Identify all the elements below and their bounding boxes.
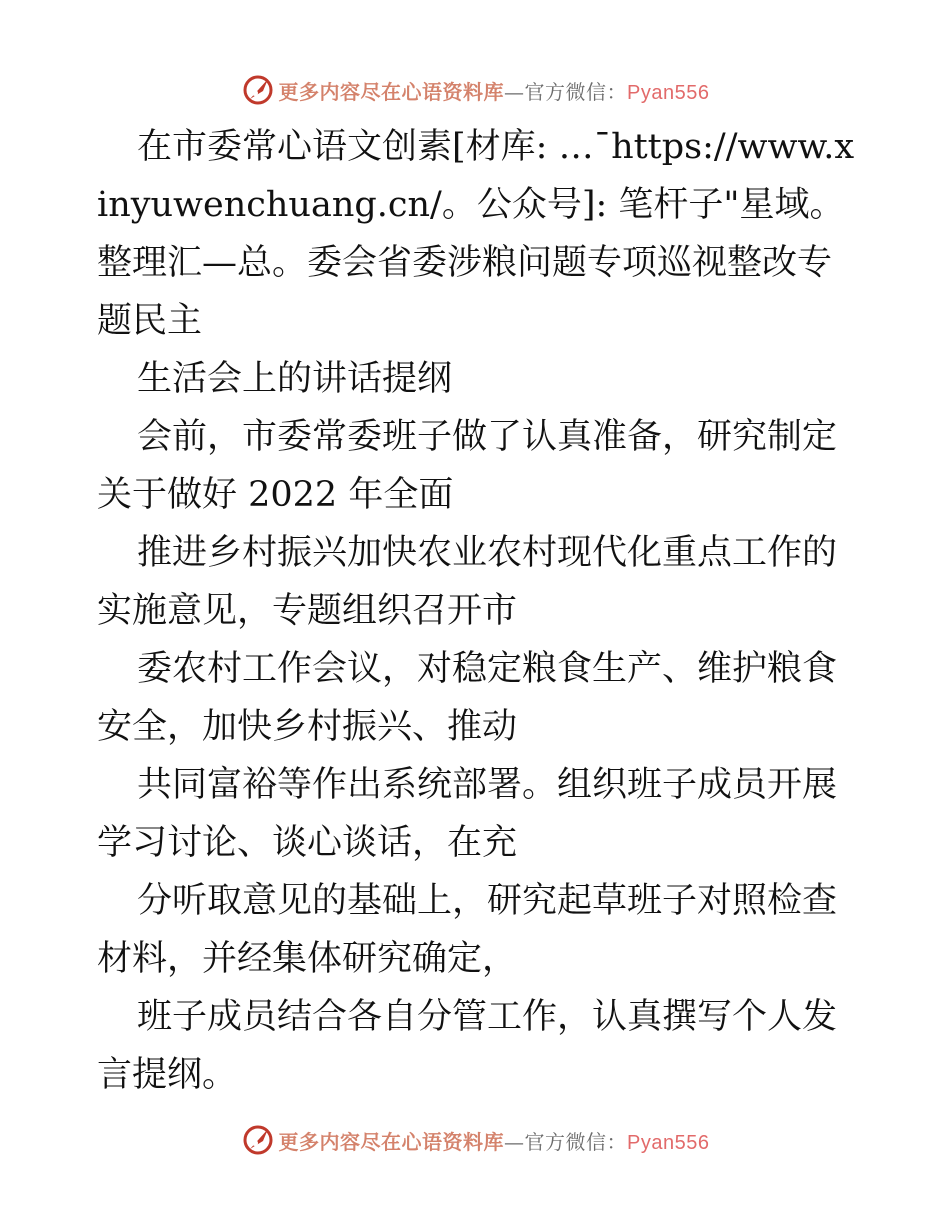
document-body bbox=[97, 118, 857, 1104]
banner-text bbox=[279, 1126, 710, 1155]
banner-wechat-id: Pyan556 bbox=[627, 1131, 710, 1154]
quill-seal-icon bbox=[241, 73, 275, 107]
paragraph: 委农村工作会议，对稳定粮食生产、维护粮食安全，加快乡村振兴、推动 bbox=[97, 649, 838, 747]
footer-banner bbox=[0, 1120, 950, 1160]
banner-brand: 更多内容尽在心语资料库 bbox=[278, 79, 505, 104]
paragraph: 推进乡村振兴加快农业农村现代化重点工作的实施意见，专题组织召开市 bbox=[97, 533, 838, 631]
banner-official-label: 官方微信： bbox=[524, 1129, 628, 1154]
banner-brand: 更多内容尽在心语资料库 bbox=[278, 1129, 505, 1154]
banner-separator: — bbox=[504, 79, 525, 104]
banner-separator: — bbox=[504, 1129, 525, 1154]
paragraph: 共同富裕等作出系统部署。组织班子成员开展学习讨论、谈心谈话，在充 bbox=[97, 765, 838, 863]
paragraph: 生活会上的讲话提纲 bbox=[137, 359, 453, 399]
quill-seal-icon bbox=[241, 1123, 275, 1157]
paragraph: 在市委常心语文创素[材库: …¯https://www.xinyuwenchuang.cn/。公众号]: 笔杆子"星域。整理汇—总。委会省委涉粮问题专项巡视整改专题民主 bbox=[97, 127, 855, 341]
paragraph: 会前，市委常委班子做了认真准备，研究制定关于做好 2022 年全面 bbox=[97, 417, 838, 515]
header-banner bbox=[0, 70, 950, 110]
banner-official-label: 官方微信： bbox=[524, 79, 628, 104]
banner-text bbox=[279, 76, 710, 105]
paragraph: 分听取意见的基础上，研究起草班子对照检查材料，并经集体研究确定， bbox=[97, 881, 838, 979]
paragraph: 班子成员结合各自分管工作，认真撰写个人发言提纲。 bbox=[97, 997, 838, 1095]
banner-wechat-id: Pyan556 bbox=[627, 81, 710, 104]
